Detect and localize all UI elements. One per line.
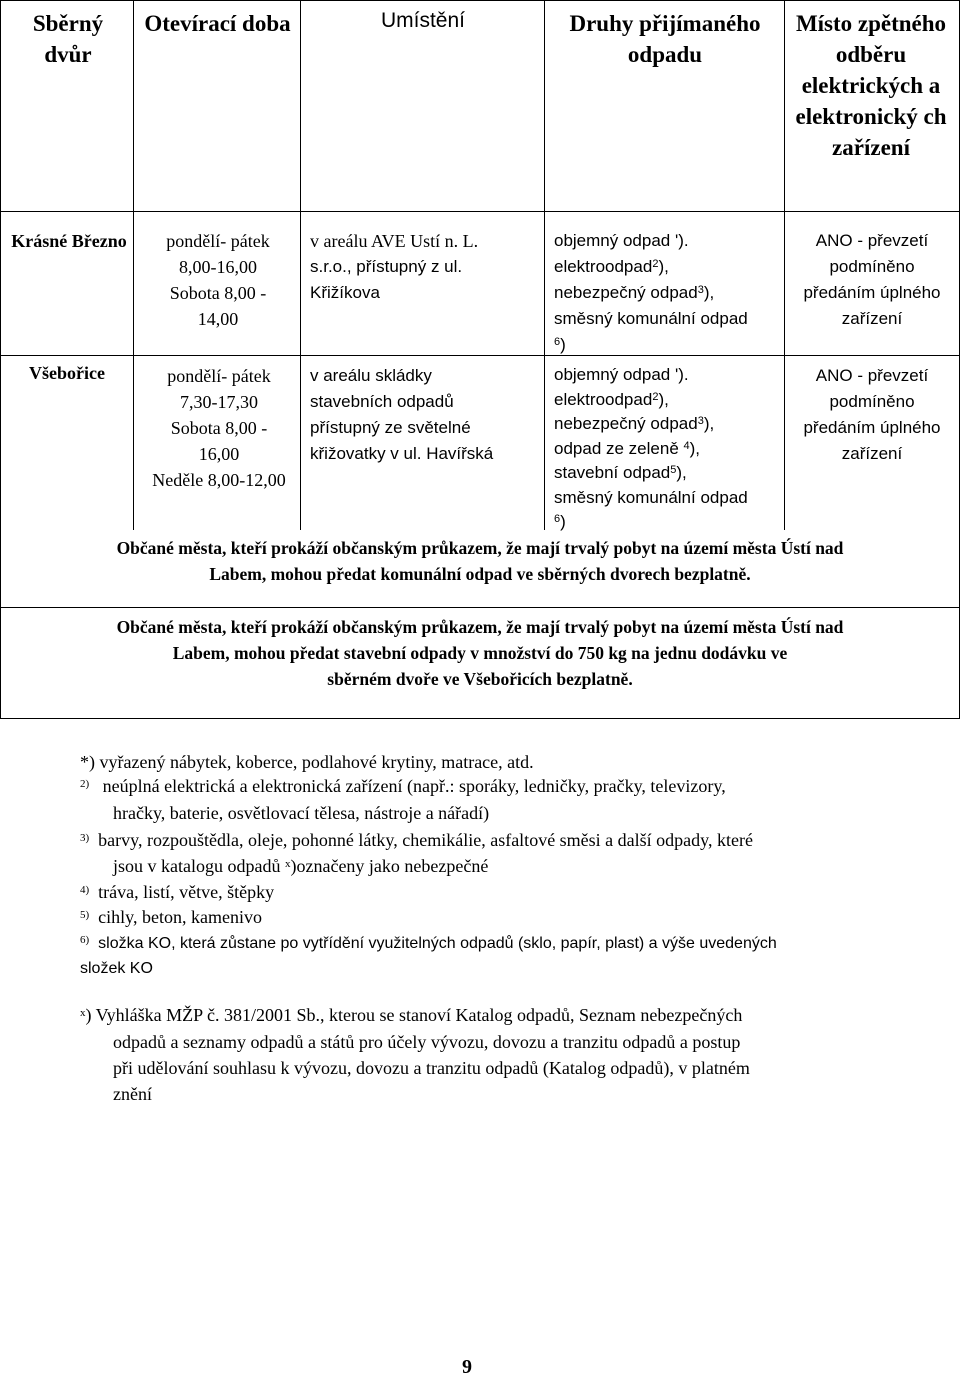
footnote-2: $^{2)}$ neúplná elektrická a elektronická zařízení (např.: sporáky, ledničky, pračky, televizory, (80, 776, 726, 796)
header-yard: Sběrný dvůr (32, 11, 104, 67)
row2-location: v areálu skládky stavebních odpadů přístupný ze světelné křižovatky v ul. Havířská (310, 366, 494, 463)
row1-yard: Krásné Březno (11, 231, 127, 251)
footnote-5: $^{5)}$ cihly, beton, kamenivo (80, 907, 262, 927)
footnote-2-cont: hračky, baterie, osvětlovací tělesa, nástroje a nářadí) (113, 803, 490, 823)
footnote-3: $^{3)}$ barvy, rozpouštědla, oleje, pohonné látky, chemikálie, asfaltové směsi a další odpady, které (80, 830, 753, 850)
footnote-3-cont: jsou v katalogu odpadů $^x$)označeny jako nebezpečné (113, 856, 489, 876)
row1-hours: pondělí- pátek 8,00-16,00 Sobota 8,00 - 14,00 (166, 231, 270, 329)
header-hours: Otevírací doba (144, 11, 291, 36)
row1-waste-types: objemný odpad '). elektroodpad$^2$), nebezpečný odpad$^3$), směsný komunální odpad $^6$) (554, 231, 748, 354)
footnote-x-cont3: znění (113, 1084, 152, 1104)
row2-takeback: ANO - převzetí podmíněno předáním úplného zařízení (803, 366, 941, 463)
page-number: 9 (462, 1356, 472, 1378)
header-waste-types: Druhy přijímaného odpadu (569, 11, 761, 67)
note-construction-waste: Občané města, kteří prokáží občanským průkazem, že mají trvalý pobyt na území města Ústí nad Labem, mohou předat stavební odpady v množství do 750 kg na jednu dodávku ve sběrném dvoře ve Všebořicích bezplatně. (116, 617, 844, 689)
note-municipal-waste: Občané města, kteří prokáží občanským průkazem, že mají trvalý pobyt na území města Ústí nad Labem, mohou předat komunální odpad ve sběrných dvorech bezplatně. (116, 538, 844, 584)
footnote-4: $^{4)}$ tráva, listí, větve, štěpky (80, 882, 275, 902)
row2-hours: pondělí- pátek 7,30-17,30 Sobota 8,00 - 16,00 Neděle 8,00-12,00 (152, 366, 286, 490)
row2-yard: Všebořice (29, 363, 105, 383)
header-takeback: Místo zpětného odběru elektrických a elektronický ch zařízení (795, 11, 947, 160)
footnote-x-cont2: při udělování souhlasu k vývozu, dovozu a tranzitu odpadů (Katalog odpadů), v platném (113, 1058, 750, 1078)
footnote-x-cont1: odpadů a seznamy odpadů a států pro účely vývozu, dovozu a tranzitu odpadů a postup (113, 1032, 741, 1052)
footnote-star: *) vyřazený nábytek, koberce, podlahové krytiny, matrace, atd. (80, 752, 534, 772)
header-location: Umístění (380, 9, 466, 32)
footnote-x: $^x$) Vyhláška MŽP č. 381/2001 Sb., kterou se stanoví Katalog odpadů, Seznam nebezpečných (80, 1005, 743, 1025)
footnote-6: $^{6)}$ složka KO, která zůstane po vytřídění využitelných odpadů (sklo, papír, plast) a výše uvedených (80, 934, 777, 952)
footnote-6-cont: složek KO (80, 960, 153, 977)
row1-location: v areálu AVE Ustí n. L. s.r.o., přístupný z ul. Křižíkova (310, 231, 479, 302)
row2-waste-types: objemný odpad '). elektroodpad$^2$), nebezpečný odpad$^3$), odpad ze zeleně $^4$), stavební odpad$^5$), směsný komunální odpad $^6$) (554, 365, 748, 531)
row1-takeback: ANO - převzetí podmíněno předáním úplného zařízení (803, 231, 941, 328)
